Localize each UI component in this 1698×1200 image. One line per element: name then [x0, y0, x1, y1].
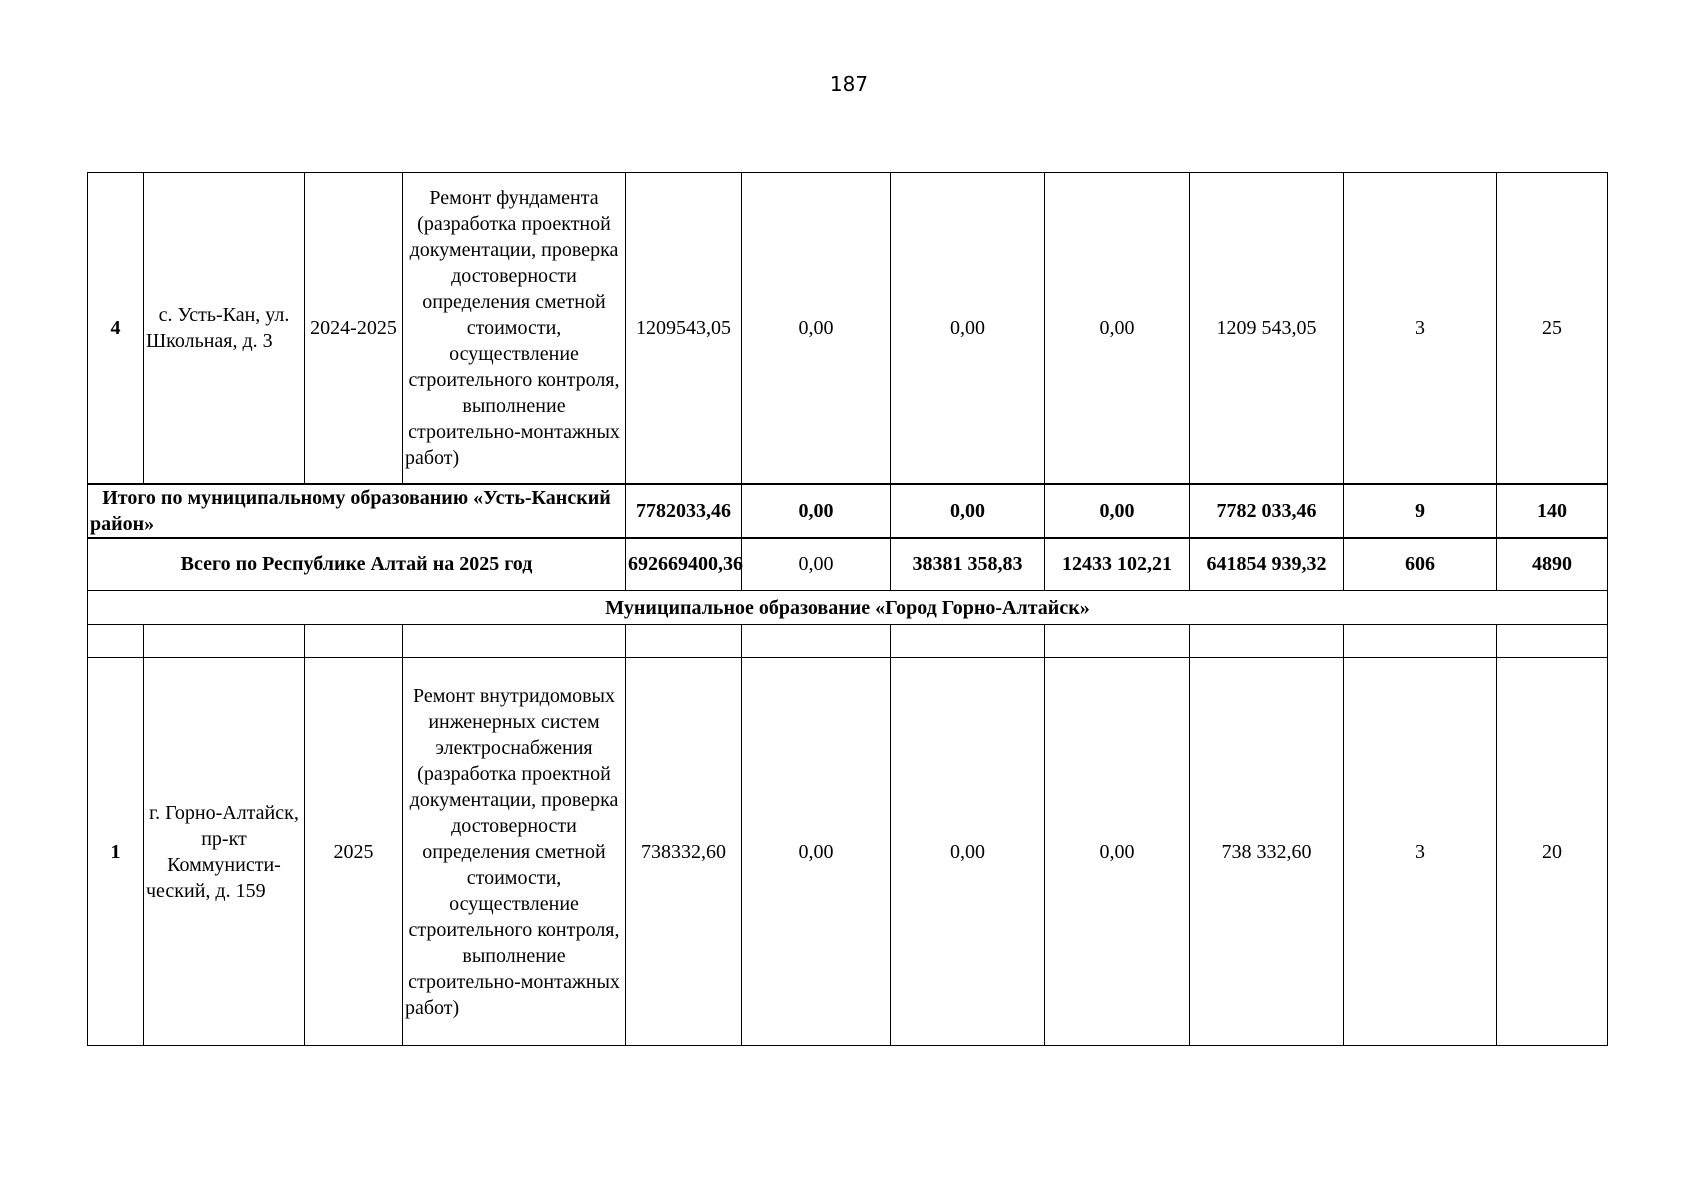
value-cell: 0,00: [1045, 658, 1190, 1046]
value-cell: 0,00: [891, 484, 1045, 538]
work-description-cell: Ремонт внутридомовых инженерных систем электроснабжения (разработка проектной документации, проверка достоверности определения сметной стоимости, осуществление строительного контроля, выполнение строительно-монтажных работ): [403, 658, 626, 1046]
empty-cell: [305, 625, 403, 658]
value-cell: 0,00: [891, 658, 1045, 1046]
grand-total-label: Всего по Республике Алтай на 2025 год: [88, 538, 626, 591]
value-cell: 0,00: [1045, 484, 1190, 538]
years-cell: 2025: [305, 658, 403, 1046]
empty-cell: [1045, 625, 1190, 658]
subtotal-row: [88, 484, 1608, 538]
value-cell: 0,00: [1045, 173, 1190, 484]
empty-cell: [88, 625, 144, 658]
value-cell: 0,00: [742, 538, 891, 591]
value-cell: 0,00: [742, 484, 891, 538]
row-number: 4: [88, 173, 144, 484]
page-number: 187: [829, 72, 869, 96]
address-cell: г. Горно-Алтайск, пр-кт Коммунисти-ческий, д. 159: [144, 658, 305, 1046]
work-description-cell: Ремонт фундамента (разработка проектной документации, проверка достоверности определения сметной стоимости, осуществление строительного контроля, выполнение строительно-монтажных работ): [403, 173, 626, 484]
empty-cell: [144, 625, 305, 658]
value-cell: 20: [1497, 658, 1608, 1046]
value-cell: 7782 033,46: [1190, 484, 1344, 538]
value-cell: 3: [1344, 658, 1497, 1046]
value-cell: 9: [1344, 484, 1497, 538]
value-cell: 38381 358,83: [891, 538, 1045, 591]
subtotal-label: Итого по муниципальному образованию «Усть-Канский район»: [88, 484, 626, 538]
value-cell: 7782033,46: [626, 484, 742, 538]
empty-cell: [1344, 625, 1497, 658]
value-cell: 140: [1497, 484, 1608, 538]
value-cell: 738 332,60: [1190, 658, 1344, 1046]
table-row: [88, 173, 1608, 484]
value-cell: 4890: [1497, 538, 1608, 591]
years-cell: 2024-2025: [305, 173, 403, 484]
value-cell: 0,00: [891, 173, 1045, 484]
address-cell: с. Усть-Кан, ул. Школьная, д. 3: [144, 173, 305, 484]
value-cell: 0,00: [742, 658, 891, 1046]
table-row: [88, 658, 1608, 1046]
repair-program-table: [87, 172, 1608, 1046]
value-cell: 606: [1344, 538, 1497, 591]
row-number: 1: [88, 658, 144, 1046]
grand-total-row: [88, 538, 1608, 591]
empty-row: [88, 625, 1608, 658]
value-cell: 25: [1497, 173, 1608, 484]
value-cell: 738332,60: [626, 658, 742, 1046]
value-cell: 3: [1344, 173, 1497, 484]
section-title: Муниципальное образование «Город Горно-Алтайск»: [88, 591, 1608, 625]
empty-cell: [891, 625, 1045, 658]
value-cell: 641854 939,32: [1190, 538, 1344, 591]
empty-cell: [626, 625, 742, 658]
empty-cell: [1190, 625, 1344, 658]
value-cell: 0,00: [742, 173, 891, 484]
empty-cell: [742, 625, 891, 658]
value-cell: 1209 543,05: [1190, 173, 1344, 484]
empty-cell: [1497, 625, 1608, 658]
value-cell: 12433 102,21: [1045, 538, 1190, 591]
value-cell: 692669400,36: [626, 538, 742, 591]
value-cell: 1209543,05: [626, 173, 742, 484]
empty-cell: [403, 625, 626, 658]
section-header-row: [88, 591, 1608, 625]
